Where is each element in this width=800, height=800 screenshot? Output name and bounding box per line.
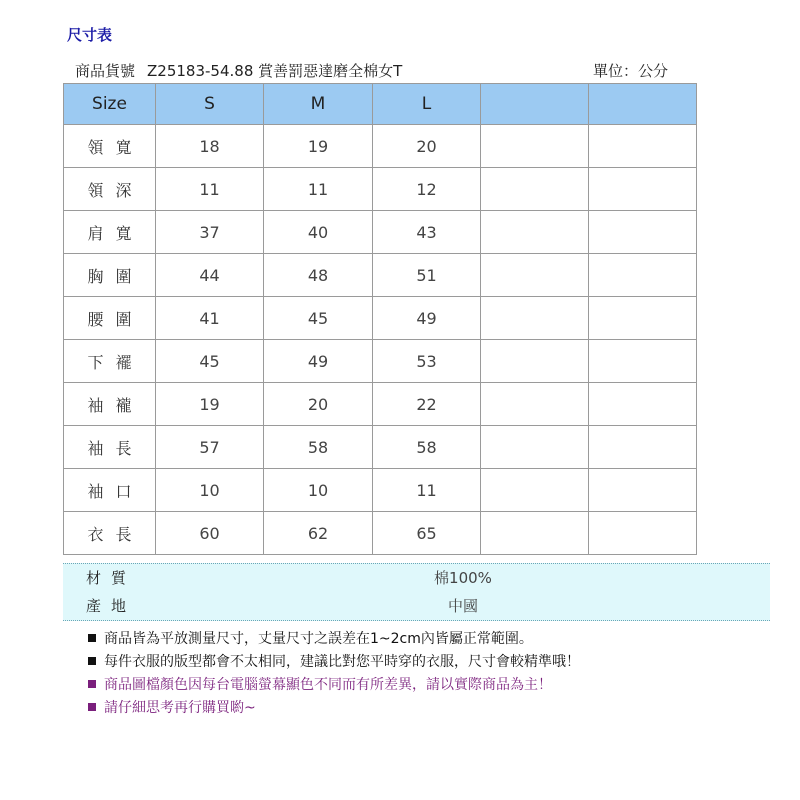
table-cell: [481, 297, 589, 340]
size-table: [63, 83, 697, 555]
note-item: [88, 674, 580, 697]
table-row: [64, 125, 697, 168]
page-title: 尺寸表: [67, 26, 113, 44]
table-row: [64, 426, 697, 469]
table-cell: [589, 297, 697, 340]
table-cell: 40: [264, 211, 373, 254]
table-cell: 12: [373, 168, 481, 211]
row-label: 袖襱: [64, 383, 156, 426]
table-cell: [589, 168, 697, 211]
bullet-square-icon: [88, 634, 96, 642]
table-cell: 60: [156, 512, 264, 555]
origin-label: 產地: [86, 597, 137, 615]
note-item: [88, 651, 580, 674]
table-cell: 18: [156, 125, 264, 168]
table-cell: 19: [156, 383, 264, 426]
table-cell: [481, 211, 589, 254]
table-cell: 44: [156, 254, 264, 297]
note-item: [88, 697, 580, 720]
info-panel: [63, 563, 770, 621]
table-cell: [589, 340, 697, 383]
table-cell: 49: [264, 340, 373, 383]
table-cell: 58: [264, 426, 373, 469]
table-cell: [481, 254, 589, 297]
table-cell: 62: [264, 512, 373, 555]
table-cell: [481, 125, 589, 168]
row-label: 胸圍: [64, 254, 156, 297]
table-cell: [481, 512, 589, 555]
row-label: 肩寬: [64, 211, 156, 254]
bullet-square-icon: [88, 680, 96, 688]
table-cell: 20: [264, 383, 373, 426]
header-size: Size: [64, 84, 156, 125]
table-row: [64, 211, 697, 254]
table-cell: 19: [264, 125, 373, 168]
table-cell: [589, 426, 697, 469]
note-item: [88, 628, 580, 651]
table-row: [64, 383, 697, 426]
notes-list: [88, 628, 580, 720]
note-text: 商品皆為平放測量尺寸，丈量尺寸之誤差在1~2cm內皆屬正常範圍。: [104, 631, 533, 647]
row-label: 領深: [64, 168, 156, 211]
table-cell: 49: [373, 297, 481, 340]
table-cell: [481, 340, 589, 383]
table-cell: 11: [156, 168, 264, 211]
bullet-square-icon: [88, 657, 96, 665]
table-cell: 10: [156, 469, 264, 512]
product-line: [75, 60, 402, 81]
row-label: 袖長: [64, 426, 156, 469]
table-cell: 22: [373, 383, 481, 426]
table-cell: 45: [264, 297, 373, 340]
product-code: Z25183-54.88 賞善罰惡達磨全棉女T: [147, 62, 403, 80]
table-cell: 11: [264, 168, 373, 211]
table-cell: 43: [373, 211, 481, 254]
table-cell: 48: [264, 254, 373, 297]
table-cell: [481, 426, 589, 469]
header-cell: [481, 84, 589, 125]
material-label: 材質: [86, 569, 137, 587]
header-cell: S: [156, 84, 264, 125]
table-header-row: [64, 84, 697, 125]
row-label: 領寬: [64, 125, 156, 168]
table-row: [64, 297, 697, 340]
row-label: 腰圍: [64, 297, 156, 340]
table-row: [64, 512, 697, 555]
table-cell: 20: [373, 125, 481, 168]
table-cell: [481, 469, 589, 512]
bullet-square-icon: [88, 703, 96, 711]
table-cell: 10: [264, 469, 373, 512]
material-value: 棉100%: [434, 569, 492, 587]
note-text: 商品圖檔顏色因每台電腦螢幕顯色不同而有所差異，請以實際商品為主！: [104, 677, 552, 693]
table-cell: 11: [373, 469, 481, 512]
table-cell: 53: [373, 340, 481, 383]
origin-value: 中國: [447, 597, 478, 615]
table-cell: 51: [373, 254, 481, 297]
table-row: [64, 168, 697, 211]
table-cell: [589, 211, 697, 254]
note-text: 每件衣服的版型都會不太相同，建議比對您平時穿的衣服，尺寸會較精準哦！: [104, 654, 580, 670]
table-cell: [589, 512, 697, 555]
row-label: 衣長: [64, 512, 156, 555]
table-cell: [589, 469, 697, 512]
table-cell: [589, 383, 697, 426]
unit-label: 單位：公分: [593, 62, 669, 80]
table-cell: [481, 383, 589, 426]
header-cell: L: [373, 84, 481, 125]
note-text: 請仔細思考再行購買喲~: [104, 700, 256, 716]
table-cell: 57: [156, 426, 264, 469]
table-cell: [481, 168, 589, 211]
table-cell: [589, 254, 697, 297]
table-cell: [589, 125, 697, 168]
origin-row: [63, 592, 770, 620]
product-code-label: 商品貨號: [75, 62, 136, 80]
row-label: 下襬: [64, 340, 156, 383]
table-cell: 45: [156, 340, 264, 383]
table-row: [64, 469, 697, 512]
row-label: 袖口: [64, 469, 156, 512]
table-cell: 65: [373, 512, 481, 555]
header-cell: [589, 84, 697, 125]
header-cell: M: [264, 84, 373, 125]
table-row: [64, 340, 697, 383]
table-cell: 37: [156, 211, 264, 254]
table-row: [64, 254, 697, 297]
table-cell: 41: [156, 297, 264, 340]
material-row: [63, 564, 770, 592]
table-cell: 58: [373, 426, 481, 469]
